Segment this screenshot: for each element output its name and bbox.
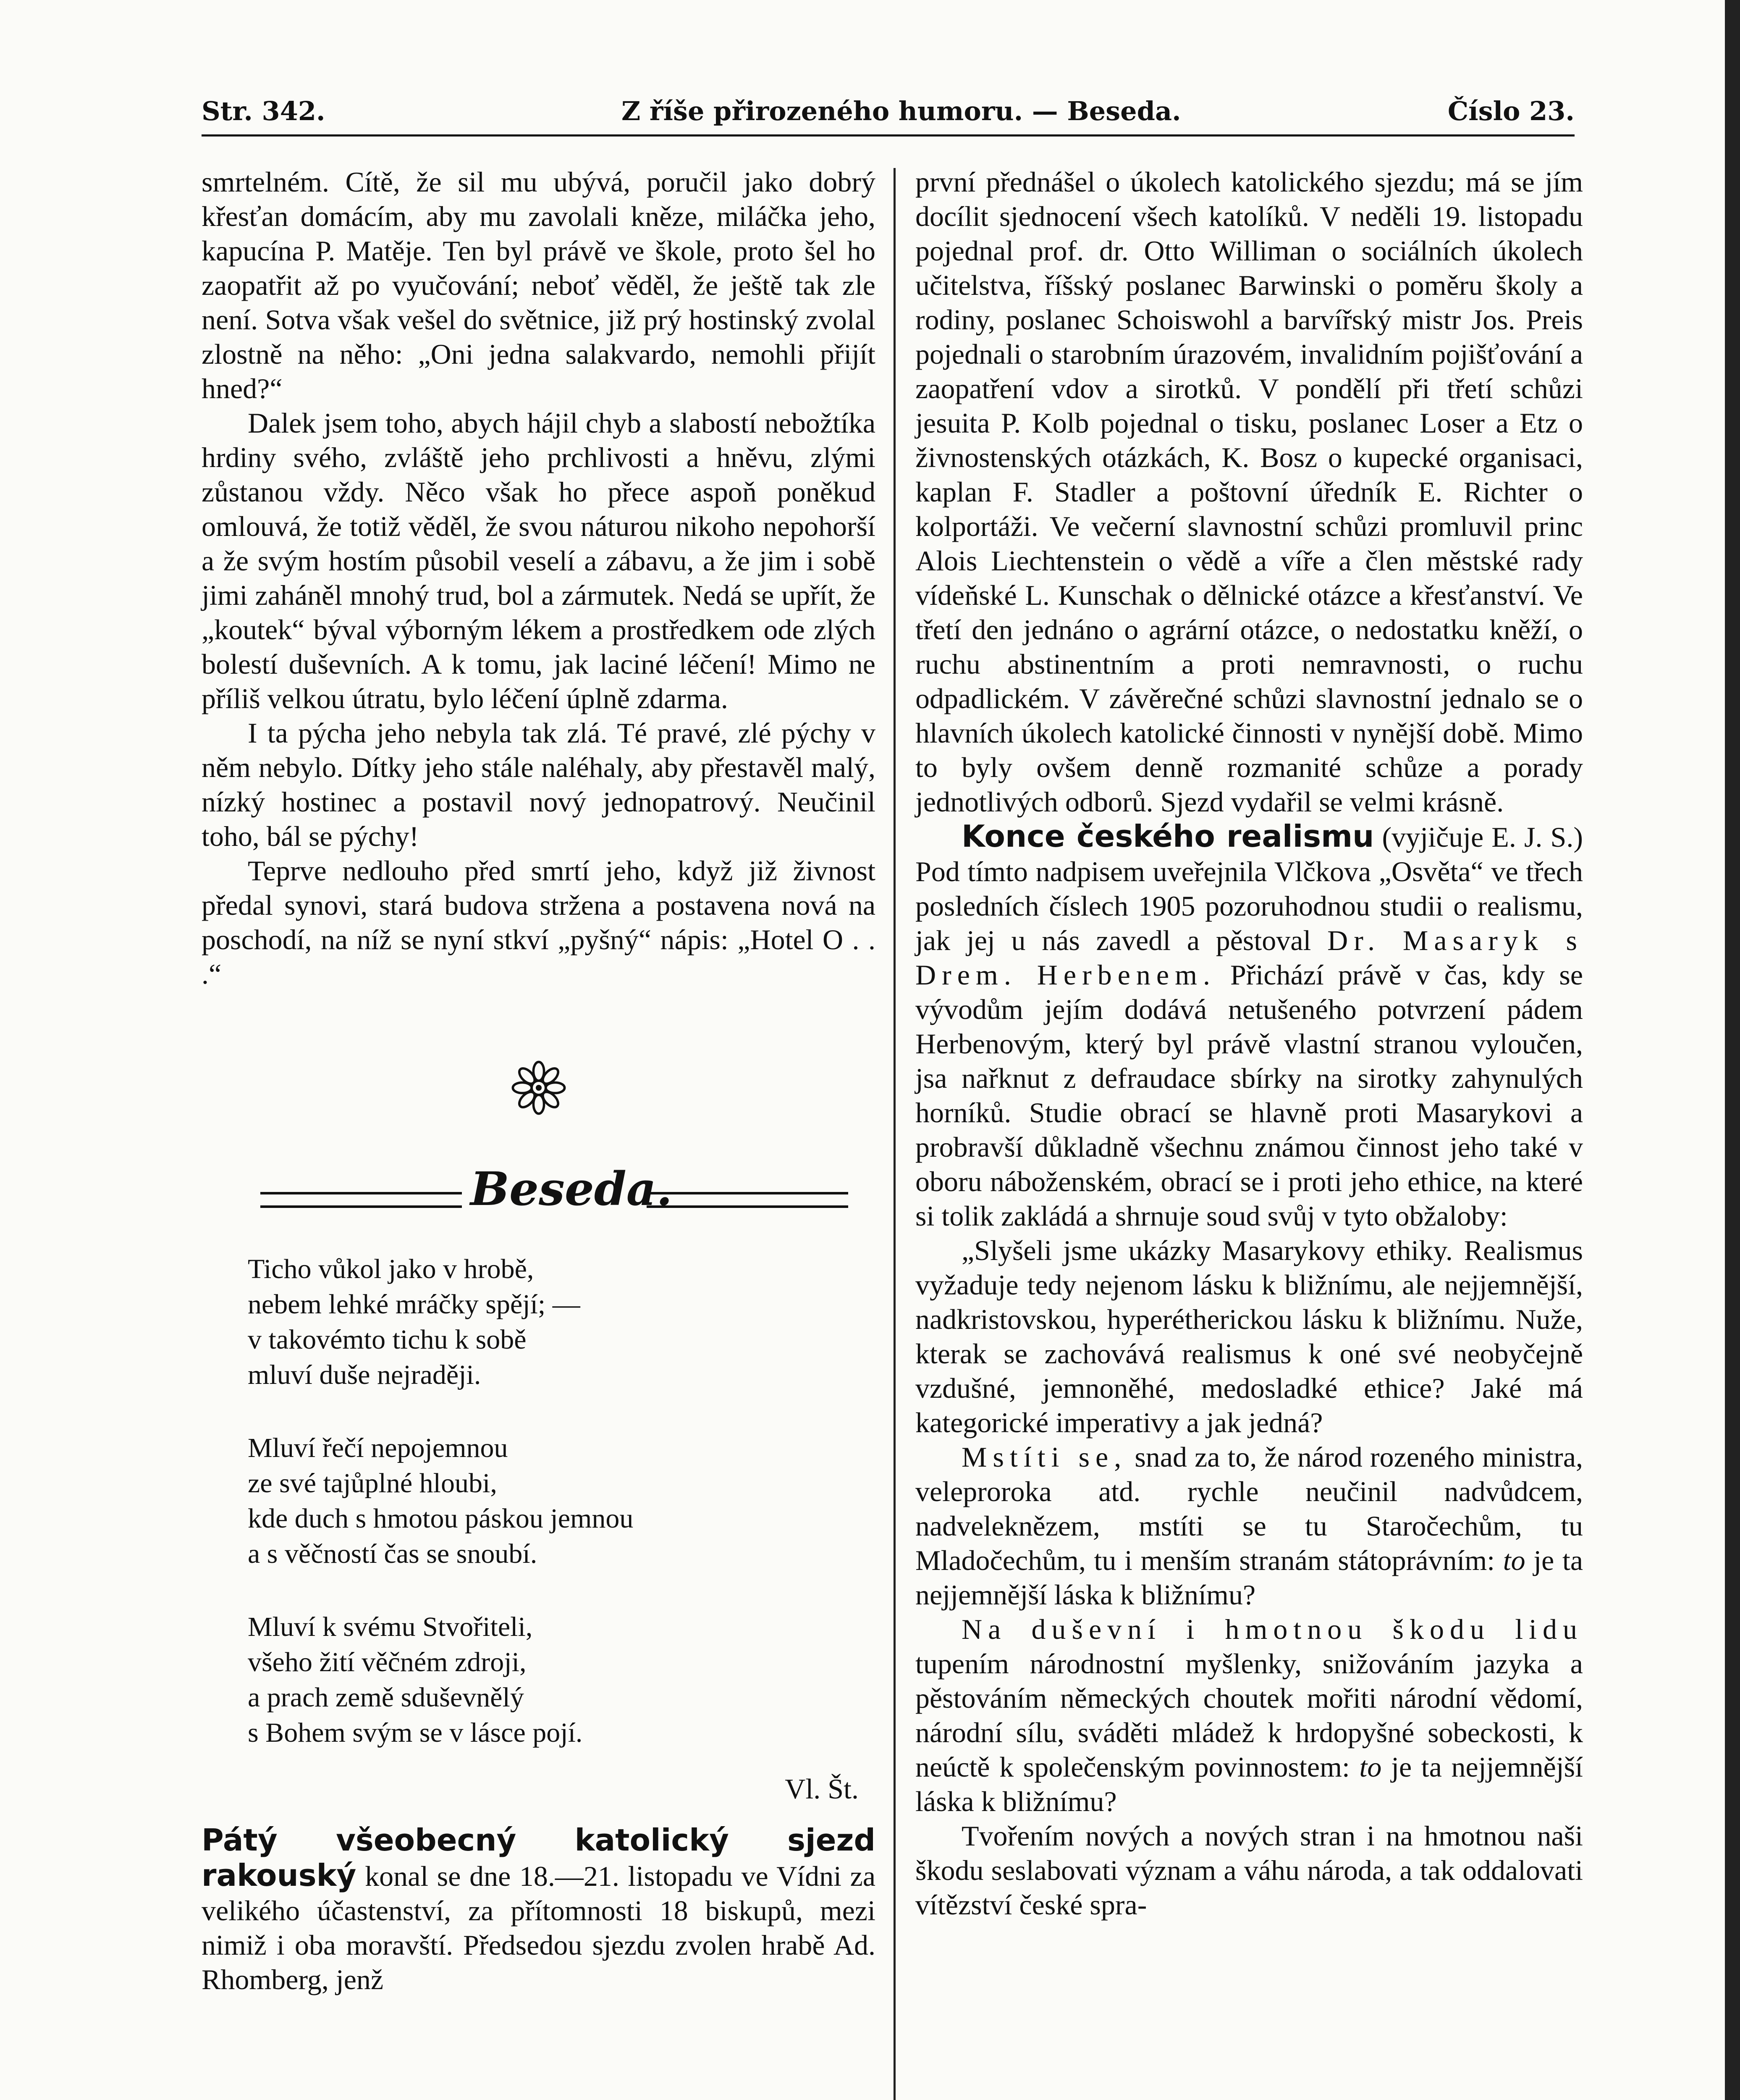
page-number: Str. 342.	[202, 96, 325, 126]
poem-line: a s věčností čas se snoubí.	[248, 1538, 537, 1569]
page-header	[202, 84, 1575, 136]
poem-line: Mluví řečí nepojemnou	[248, 1433, 508, 1463]
poem-signature: Vl. Št.	[785, 1773, 859, 1805]
poem-line: nebem lehké mráčky spějí; —	[248, 1289, 580, 1320]
story-paragraph-1: smrtelném. Cítě, že sil mu ubývá, poručil jako dobrý křesťan domácím, aby mu zavolali kněze, miláčka jeho, kapucína P. Matěje. Ten byl právě ve škole, proto šel ho zaopatřit až po vyučování; neboť věděl, že ještě tak zle není. Sotva však vešel do světnice, již prý hostinský zvolal zlostně na něho: „Oni jedna salakvardo, nemohli přijít hned?“	[202, 166, 875, 404]
congress-text: konal se dne 18.—21. listopadu ve Vídni za velikého účastenství, za přítomnosti 18 biskupů, mezi nimiž i oba moravští. Předsedou sjezdu zvolen hrabě Ad. Rhomberg, jenž	[202, 1860, 875, 1995]
poem-line: Mluví k svému Stvořiteli,	[248, 1612, 533, 1642]
poem	[248, 1252, 875, 1751]
issue-number: Číslo 23.	[1447, 96, 1575, 126]
poem-line: v takovémto tichu k sobě	[248, 1324, 527, 1355]
left-column	[202, 165, 875, 1997]
page-scan-edge	[1725, 0, 1740, 2100]
quote-3-spaced: Na duševní i hmotnou škodu lidu	[962, 1613, 1583, 1645]
congress-paragraph	[202, 1823, 875, 1997]
quote-2-text-b: je ta nejjemnější láska k bližnímu?	[915, 1544, 1583, 1611]
story-paragraph-3: I ta pýcha jeho nebyla tak zlá. Té pravé, zlé pýchy v něm nebylo. Dítky jeho stále naléhaly, aby přestavěl malý, nízký hostinec a postavil nový jednopatrový. Neučinil toho, bál se pýchy!	[202, 717, 875, 852]
realism-quote-1: „Slyšeli jsme ukázky Masarykovy ethiky. Realismus vyžaduje tedy nejenom lásku k bližnímu, ale nejjemnější, nadkristovskou, hyperétherickou lásku k bližnímu. Nuže, kterak se zachovává realismus k oné své neobyčejně vzdušné, jemnoněhé, medosladké ethice? Jaké má kategorické imperativy a jak jedná?	[915, 1234, 1583, 1438]
quote-2-emphasis: to	[1503, 1544, 1525, 1576]
poem-line: ze své tajůplné hloubi,	[248, 1468, 497, 1499]
poem-line: mluví duše nejraději.	[248, 1360, 481, 1390]
quote-2-spaced: Mstíti se,	[962, 1441, 1127, 1473]
realism-quote-2	[915, 1440, 1583, 1612]
story-paragraph-2: Dalek jsem toho, abych hájil chyb a slabostí nebožtíka hrdiny svého, zvláště jeho prchlivosti a hněvu, zlými zůstanou vždy. Něco však ho přece aspoň poněkud omlouvá, že totiž věděl, že svou náturou nikoho nepohorší a že svým hostím působil veselí a zábavu, a že jim i sobě jimi zaháněl mnohý trud, bol a zármutek. Nedá se upřít, že „koutek“ býval výborným lékem a prostředkem ode zlých bolestí duševních. A k tomu, jak laciné léčení! Mimo ne příliš velkou útratu, bylo léčení úplně zdarma.	[202, 407, 875, 714]
poem-line: Ticho vůkol jako v hrobě,	[248, 1254, 534, 1284]
realism-quote-4: Tvořením nových a nových stran i na hmotnou naši škodu seslabovati význam a váhu národa, a tak oddalovati vítězství české spra-	[915, 1820, 1583, 1921]
quote-3-text-b: je ta nejjemnější láska k bližnímu?	[915, 1751, 1583, 1817]
poem-line: kde duch s hmotou páskou jemnou	[248, 1503, 634, 1534]
quote-2-text-a: snad za to, že národ rozeného ministra, veleproroka atd. rychle neučinil nadvůdcem, nadveleknězem, mstíti se tu Staročechům, tu Mladočechům, tu i menším stranám státoprávním:	[915, 1441, 1583, 1576]
poem-stanza-2	[248, 1431, 875, 1572]
section-title-text: Beseda.	[470, 1162, 673, 1216]
congress-continued: první přednášel o úkolech katolického sjezdu; má se jím docílit sjednocení všech katolíků. V neděli 19. listopadu pojednal prof. dr. Otto Williman o sociálních úkolech učitelstva, říšský poslanec Barwinski o poměru školy a rodiny, poslanec Schoiswohl a barvířský mistr Jos. Preis pojednali o starobním úrazovém, invalidním pojišťování a zaopatření vdov a sirotků. V pondělí při třetí schůzi jesuita P. Kolb pojednal o tisku, poslanec Loser a Etz o živnostenských otázkách, K. Bosz o kupecké organisaci, kaplan F. Stadler a poštovní úředník E. Richter o kolportáži. Ve večerní slavnostní schůzi promluvil princ Alois Liechtenstein o vědě a víře a člen městské rady vídeňské L. Kunschak o dělnické otázce a křesťanství. Ve třetí den jednáno o agrární otázce, o nedostatku kněží, o ruchu abstinentním a proti nemravnosti, o ruchu odpadlickém. V závěrečné schůzi slavnostní jednalo se o hlavních úkolech katolické činnosti v nynější době. Mimo to byly ovšem denně rozmanité schůze a porady jednotlivých odborů. Sjezd vydařil se velmi krásně.	[915, 166, 1583, 818]
title-rule-left	[260, 1192, 462, 1208]
poem-line: a prach země sduševnělý	[248, 1682, 524, 1713]
realism-quote-3	[915, 1612, 1583, 1819]
section-title-beseda	[202, 1162, 875, 1226]
realism-source: (vyjičuje E. J. S.)	[1382, 821, 1583, 853]
story-paragraph-4: Teprve nedlouho před smrtí jeho, když již živnost předal synovi, stará budova stržena a postavena nová na poschodí, na níž se nyní stkví „pyšný“ nápis: „Hotel O . . .“	[202, 855, 875, 990]
title-rule-right	[647, 1192, 848, 1208]
poem-stanza-1	[248, 1252, 875, 1393]
running-title: Z říše přirozeného humoru. — Beseda.	[621, 96, 1181, 126]
poem-line: všeho žití věčném zdroji,	[248, 1647, 527, 1677]
column-divider	[894, 168, 896, 2100]
realism-names: Dr. Masaryk s Drem. Herbenem.	[915, 924, 1583, 991]
poem-stanza-3	[248, 1609, 875, 1751]
realism-heading: Konce českého realismu	[962, 819, 1374, 854]
poem-line: s Bohem svým se v lásce pojí.	[248, 1717, 583, 1748]
flower-ornament-icon	[509, 1058, 568, 1117]
quote-3-text-a: tupením národnostní myšlenky, snižováním jazyka a pěstováním německých choutek mořiti národní vědomí, národní sílu, sváděti mládež k hrdopyšné sobeckosti, k neúctě k společenským povinnostem:	[915, 1648, 1583, 1783]
realism-text-a: Pod tímto nadpisem uveřejnila Vlčkova „Osvěta“ ve třech posledních číslech 1905 pozoruhodnou studii o realismu, jak jej u nás zavedl a pěstoval	[915, 856, 1583, 956]
realism-heading-paragraph	[915, 819, 1583, 1233]
right-column	[915, 165, 1583, 1922]
congress-heading: Pátý všeobecný katolický sjezd rakouský	[202, 1822, 875, 1893]
quote-3-emphasis: to	[1359, 1751, 1382, 1783]
realism-text-b: Přichází právě v čas, kdy se vývodům jejím dodává netušeného potvrzení pádem Herbenovým, který byl právě vlastní stranou vyloučen, jsa nařknut z defraudace sbírky na sirotky zahynulých horníků. Studie obrací se hlavně proti Masarykovi a probravší důkladně všechnu známou činnost jeho také v oboru náboženském, obrací se i proti jeho ethice, na které si tolik zakládá a shrnuje soud svůj v tyto obžaloby:	[915, 959, 1583, 1232]
